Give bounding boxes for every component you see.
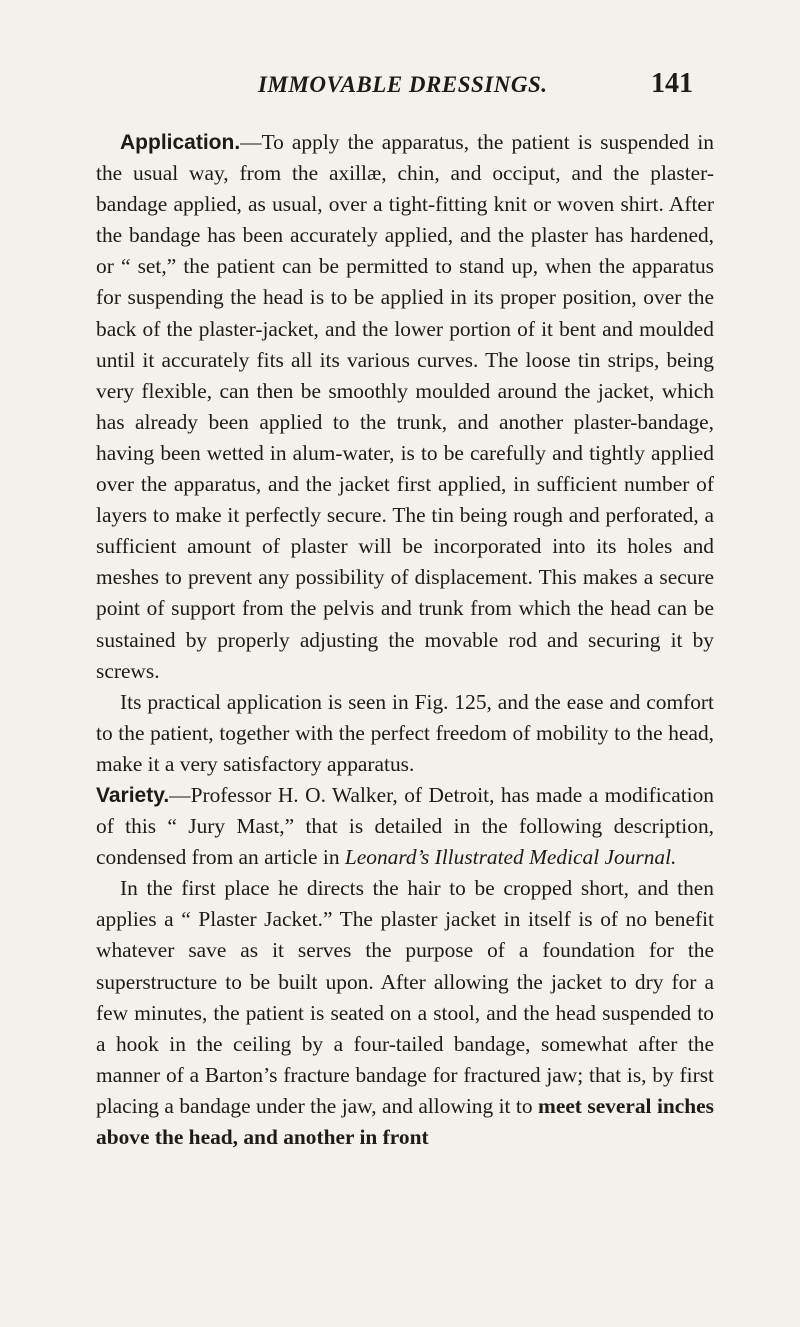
paragraph-variety — [96, 780, 714, 873]
body-text — [96, 127, 714, 1153]
application-text: —To apply the apparatus, the patient is suspended in the usual way, from the axillæ, chin, and occiput, and the plaster-bandage applied, as usual, over a tight-fitting knit or woven shirt. After the bandage has been accurately applied, and the plaster has hardened, or “ set,” the patient can be permitted to stand up, when the apparatus for suspending the head is to be applied in its proper position, over the back of the plaster-jacket, and the lower portion of it bent and moulded until it accurately fits all its various curves. The loose tin strips, being very flexible, can then be smoothly moulded around the jacket, which has already been applied to the trunk, and another plaster-bandage, having been wetted in alum-water, is to be carefully and tightly applied over the apparatus, and the jacket first applied, in sufficient number of layers to make it perfectly secure. The tin being rough and perforated, a sufficient amount of plaster will be incorporated into its holes and meshes to prevent any possibility of displacement. This makes a secure point of support from the pelvis and trunk from which the head can be sustained by properly adjusting the movable rod and securing it by screws. — [96, 130, 714, 683]
paragraph-first-place — [96, 873, 714, 1153]
paragraph-practical: Its practical application is seen in Fig. 125, and the ease and comfort to the patient, together with the perfect freedom of mobility to the head, make it a very satisfactory apparatus. — [96, 689, 714, 776]
first-place-text: In the first place he directs the hair to be cropped short, and then applies a “ Plaster Jacket.” The plaster jacket in itself is of no benefit whatever save as it serves the purpose of a foundation for the superstructure to be built upon. After allowing the jacket to dry for a few minutes, the patient is seated on a stool, and the head suspended to a hook in the ceiling by a four-tailed bandage, somewhat after the manner of a Barton’s fracture bandage for fractured jaw; that is, by first placing a bandage under the jaw, and allowing it to — [96, 876, 714, 1118]
page-header — [0, 70, 800, 110]
first-place-ending: meet several inches above the head, and another in front — [96, 1093, 714, 1149]
paragraph-application — [96, 127, 714, 687]
page-number: 141 — [651, 68, 693, 99]
journal-title: Leonard’s Illustrated Medical Journal. — [344, 845, 677, 870]
variety-text: —Professor H. O. Walker, of Detroit, has made a modification of this “ Jury Mast,” that is detailed in the following description, condensed from an article in — [96, 782, 714, 870]
heading-variety: Variety. — [96, 783, 170, 807]
running-head: IMMOVABLE DRESSINGS. — [258, 72, 548, 97]
heading-application: Application. — [120, 131, 241, 154]
